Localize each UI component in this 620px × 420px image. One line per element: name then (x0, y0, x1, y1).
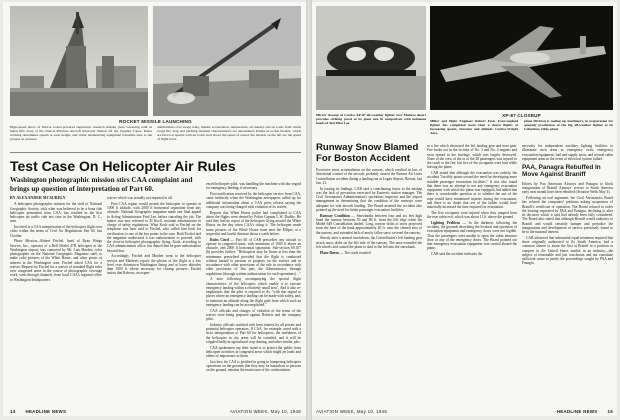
photo-caption-head: ROCKET MISSILE LAUNCHING (119, 119, 192, 124)
col2-paragraph: waiver which was actually not required at all. (107, 196, 173, 200)
rc3-paragraph: CAB advanced that substantial equal treatment required that those originally authorized to fly South America, had a common chance to attain the first at Braniff in a position to compete in the United States market in an industry—the subject of reasonable and just conclusion and not constitute sufficient cause to justify the proceedings sought by PAA and Panagra. (522, 235, 613, 266)
right-footer-magazine: AVIATION WEEK, May 10, 1948 (316, 409, 388, 414)
rocket-launch-photo-2 (153, 6, 301, 116)
rc2-paragraph: CAB said the accident indicates the (431, 252, 483, 256)
xp87-photo-closeup (316, 6, 426, 110)
article-headline-runway: Runway Snow Blamed For Boston Accident (316, 142, 419, 164)
article-column-3-text: enced helicopter pilot, was handling the machine with due regard for emergency landing, if necessary. First notification received by the helicopter service from CAA, came indirectly when the Washington newspapers called up for additional information about a CAA press release saying the company was being charged with violation of its waiver. Reports that White House police had complained to CAA about the flights were denied by Police Captain L.W. Dudley. He said they had no report of the helicopter flying around the White House on the day when CAA's citing it. The helicopter made some pictures of the White House from near the Ellipse, at a respectful and lawful distance about a week before. Rules Cited — Part 60 of CAR prescribes any aircraft to operate in congested areas, with minimum of 1000 ft above an obstacle, and 2000 ft horizontal separation. Sub-section 60.107 (b) provides further: "Helicopters may be flown at less than the minimums prescribed provided that the flight is conducted without hazard to persons or property on the surface and in accordance with other provisions of the rule in accordance with other provisions of this part, the Administrator, through regulations (through written authorization for such operations) ..." A note following accompanying the special flight characteristics of the helicopter, which enable it to execute emergency landing within a relatively small area". And it also re-emphasizes that the pilot is required to fly "with due regard to places where an emergency landing can be made with safety, and, to maintain an altitude along the flight path from which such an emergency landing can be accomplished." CAA officials and charges of violation of the terms of the waiver were being prepared against Roberts and the company pilot. Industry officials watched with keen interest by all private and potential helicopter operators. If CAA, for example, acted with a strict interpretation of Part 60 for helicopters, the usefulness of the helicopter in city areas will be curtailed, and it will be crippled badly in agricultural crop dusting, and other similar jobs. CAA spokesmen say their stand is to protect the public from helicopter activities in congested areas which might jet loads and others of importance to them. Just how far CAA is justified in going in hampering helicopter operations on the grounds that they may be hazardous to persons on the ground, remains the main issue of the confrontation. (206, 182, 301, 373)
right-footer (316, 409, 613, 414)
col3-paragraph: First notification received by the helicopter service from CAA, came indirectly when the Washington newspapers called up for additional information about a CAA press release saying the company was being charged with violation of its waiver. (206, 192, 301, 209)
subhead-text: Part 60 of CAR prescribes any aircraft to operate in congested areas, with minimum of 1000 ft above an obstacle, and 2000 ft horizontal separation. Sub-section 60.107 (b) provides further: "Helicopters may be flown at less than the minimums prescribed provided that the flight is conducted without hazard to persons or property on the surface and in accordance with other provisions of the rule in accordance with other provisions of this part, the Administrator, through regulations (through written authorization for such operations) ..." (206, 237, 301, 276)
col1-paragraph: Photo Mission—Robert Fischel, head of Ryan Wings Service, Inc., operator of a Bell Model 47B helicopter at the Washington airport, was contacted by Mr. Luis Marden, color photographer on the National Geographic Magazine staff, to make color pictures of the White House, and other points of interest in the Washington area. Fischel asked CAA for a waiver. Request by Fischel for a waiver of standard flight rules over congested areas in the course of photographic coverage work, went through channels, from local CAA's regional office to Washington headquarters. (10, 239, 102, 282)
xp87-right-caption: Miller and flight Engineer Robert Fesk. Four-engined fighter has completed more than a dozen flights at increasing speeds, Inventor and altitude. Curtiss-Wright Aero- (430, 119, 518, 136)
left-footer-magazine: AVIATION WEEK, May 10, 1948 (229, 409, 301, 414)
rc1-paragraph: In issuing its findings, CAB said a contributing factor to the mishap was the lack of precaution exercised by Eastern's station manager. The Civil Aeronautics Administration's operations inspector and the airport management in determining that the condition of the runways were adequate for safe aircraft landing. The Board asserted the accident also pointed up the need for better passenger evacuation facilities. (316, 186, 422, 212)
rc2-paragraph: The five occupants were injured when they jumped from the rear cabin exit, which was about 11 ft. above the ground. (427, 210, 517, 219)
col3-paragraph: Just how far CAA is justified in going in hampering helicopter operations on the grounds that they may be hazardous to persons on the ground, remains the main issue of the confrontation. (206, 359, 301, 373)
section-rule (10, 152, 301, 153)
xp87-closeup-image (316, 6, 426, 110)
xp87-left-caption: Mirror closeup of Curtiss XP-87 all-weather fighter over Mohave desert provides striking proof of its giant size in comparison with helmeted heads of Test Pilot Lee (316, 113, 426, 126)
photo-caption-left: High-speed photo of NACA rocket-powered supersonic research missile (note sweeping radii as metal lifts away at the NACA Pilotless Aircraft Research Station off the Virginia Capes. Radar tracking determines speeds at each height, and while telemetering equipment transmits data to the ground on pressure (10, 125, 152, 142)
rc3-paragraph: necessity for independent auxiliary lighting facilities to illuminate such areas as emergency exits, emergency evacuation equipment, fuel and supply areas, and several cabin equipment areas in the event of electrical system failure. (522, 144, 613, 161)
right-page (312, 2, 617, 416)
article-headline-panagra: PAA, Panagra Rebuffed In Move Against Braniff (522, 164, 601, 179)
right-column-3 (522, 144, 613, 402)
rc2-paragraph: in a fire which destroyed the left landing gear and nose gear. Fire broke out in the vicinity of No. 3 and No. 4 engines and soon spread to the fuselage, which was largely destroyed. None of the crew of the or of the 20 passengers was injured in the crash or the fire, but five of the occupants were hurt while leaving the plane. (427, 144, 517, 170)
col3-paragraph: A note following accompanying the special flight characteristics of the helicopter, which enable it to execute emergency landing within a relatively small area". And it also re-emphasizes that the pilot is required to fly "with due regard to places where an emergency landing can be made with safety, and, to maintain an altitude along the flight path from which such an emergency landing can be accomplished." (206, 277, 301, 307)
xp87-flight-image (430, 6, 613, 110)
rocket-photo-2-image (153, 6, 301, 116)
right-column-1: Excessive snow accumulation on the runway, which resulted in loss of directional control of the aircraft, probably caused the Eastern Air Lines Constellation accident during a landing run at Logan Airport, Boston, last Jan. 21. In issuing its findings, CAB said a contributing factor to the mishap was the lack of precaution exercised by Eastern's station manager. The Civil Aeronautics Administration's operations inspector and the airport management in determining that the condition of the runways were adequate for safe aircraft landing. The Board asserted the accident also pointed up the need for better passenger evacuation facilities. Runway Condition — Snowbanks between four and six feet high lined the runway between 50 and 80 ft. from the left edge when the Model 649 Constellation landed. Long, narrow drifts of snow projected from the base of the bank approximately 20 ft. onto the cleared area of the runway, and extended inch of newly fallen snow covered the runway. Shortly after a normal touchdown, the Constellation's left landing gear struck snow drifts on the left side of the runway. The nose extended the left wheels and caused the plane to skid to the left into the snowbank. Plane Burns — The crash resulted (316, 168, 422, 255)
rc1-paragraph: Excessive snow accumulation on the runway, which resulted in loss of directional control of the aircraft, probably caused the Eastern Air Lines Constellation accident during a landing run at Logan Airport, Boston, last Jan. 21. (316, 168, 422, 185)
subhead-runway-condition: Runway Condition (320, 213, 350, 218)
right-column-2: in a fire which destroyed the left landing gear and nose gear. Fire broke out in the vicinity of No. 3 and No. 4 engines and soon spread to the fuselage, which was largely destroyed. None of the crew of the or of the 20 passengers was injured in the crash or the fire, but five of the occupants were hurt while leaving the plane. CAB stated that although the evacuation was orderly, the accident "forcibly points toward the need for developing more suitable passenger evacuation facilities." It was also found that there was no attempt to use any emergency evacuation equipment with which the plane was equipped, but added that there is considerable question as to whether the use of the rope would have minimized injuries during the evacuation, and there is no doubt that use of the ladder would have materially increased the time required for evacuation. The five occupants were injured when they jumped from the rear cabin exit, which was about 11 ft. above the ground. Lighting Problem — In the darkness following the accident, the grounds describing the location and operation of evacuation equipment and emergency doors were not legible. Thus the passengers were unable to open the cabin entrance door or any of the emergency doors. The Board pointed out that emergency evacuation equipment was carried aboard the plane. CAB said the accident indicates the (427, 144, 517, 256)
xp87-caption-head: XP-87 CLOSEUP (502, 113, 541, 118)
col1-paragraph: A helicopter photographic mission for the staff of National Geographic Society, with what was believed to be a bona fide helicopter permanent from CAA, has resulted in the first helicopter air traffic rule test case in the Washington, D. C., area. (10, 202, 102, 224)
col2-paragraph: First CAA region would permit the helicopter to operate at 1000 ft altitude, with 2000 ft horizontal separation from any obstacle. National Geographic magazine made one final appeal to Acting Administrator Fred Lee, before canceling the job. The matter was now referred to Al Koch, assistant administrator in charge of safety regulations. What Koch said to Fischel on the telephone was later said to Fischel, who called him back for verification, is one of the key points in the case. Both Fischel and the magazine understood it was authorization to proceed, with the close-in helicopter photographic flying. Koch, according to CAA administration office, has denied that he gave authorization beyond that. (107, 201, 201, 253)
left-page (3, 2, 306, 416)
article-column-1 (10, 196, 102, 402)
article-column-2 (107, 196, 201, 402)
col3-paragraph: Industry officials watched with keen interest by all private and potential helicopter operators. If CAA, for example, acted with a strict interpretation of Part 60 for helicopters, the usefulness of the helicopter in city areas will be curtailed, and it will be crippled badly in agricultural crop dusting, and other similar jobs. (206, 322, 301, 344)
rocket-launch-photo-1 (10, 6, 148, 116)
subhead-plane-burns: Plane Burns (320, 250, 339, 255)
rocket-photo-1-image (10, 6, 148, 116)
col3-paragraph: Reports that White House police had complained to CAA about the flights were denied by Police Captain L.W. Dudley. He said they had no report of the helicopter flying around the White House on the day when CAA's citing it. The helicopter made some pictures of the White House from near the Ellipse, at a respectful and lawful distance about a week before. (206, 210, 301, 236)
rc1-paragraph: Shortly after a normal touchdown, the Constellation's left landing gear struck snow drifts on the left side of the runway. The nose extended the left wheels and caused the plane to skid to the left into the snowbank. (316, 236, 422, 249)
subhead-text: Snowbanks between four and six feet high lined the runway between 50 and 80 ft. from the left edge when the Model 649 Constellation landed. Long, narrow drifts of snow projected from the base of the bank approximately 20 ft. onto the cleared area of the runway, and extended inch of newly fallen snow covered the runway. (316, 213, 422, 235)
col3-paragraph: enced helicopter pilot, was handling the machine with due regard for emergency landing, if necessary. (206, 182, 301, 191)
rc3-paragraph: Efforts by Pan American Airways and Panagra to block inauguration of Braniff Airways' service to South America early next month have been rebuffed (Aviation Week May 3). (522, 181, 613, 195)
right-page-number: 15 (607, 409, 613, 414)
left-page-number: 14 (10, 409, 16, 414)
rc3-paragraph: Following an oral argument, the Civil Aeronautics Board has refused the companies' petitions asking suspension of Braniff's certificate of operation. The Board refused to order the hearing requested by PAA and Panagra, declining to alter its decision which it said had already been fully considered. The Board also stated that although Braniff would authority to Braniff and would certainly hamper and prejudice the inauguration and development of service previously found to be in the national interest. (522, 196, 613, 235)
col3-paragraph: CAA spokesmen say their stand is to protect the public from helicopter activities in congested areas which might jet loads and others of importance to them. (206, 345, 301, 358)
byline: BY ALEXANDER MCSURELY (10, 196, 66, 200)
subhead-lighting-problem: Lighting Problem (431, 220, 460, 225)
left-footer (10, 409, 301, 414)
left-footer-section: HEADLINE NEWS (25, 409, 67, 414)
article-headline-helicopter: Test Case On Helicopter Air Rules (10, 158, 236, 174)
col2-paragraph: Accordingly, Fischel and Marden went to the helicopter service and Marden's report: the photos of the flight at a low level over downtown Washington lining and at lower altitudes than 1000 ft. where necessary for closeup pictures. Fischel insists that Roberts, an experi- (107, 254, 201, 276)
subhead-rules-cited: Rules Cited (210, 237, 229, 242)
subhead-text: In the darkness following the accident, the grounds describing the location and operation of evacuation equipment and emergency doors were not legible. Thus the passengers were unable to open the cabin entrance door or any of the emergency doors. The Board pointed out that emergency evacuation equipment was carried aboard the plane. (427, 220, 517, 251)
col3-paragraph: CAA officials and charges of violation of the terms of the waiver were being prepared against Roberts and the company pilot. (206, 308, 301, 321)
xp87-right-caption-2: plane Division is tooling up machinery, in preparation for quantity production of the big all-weather fighter at its Columbus, Ohio, plant. (524, 119, 613, 132)
xp87-photo-flight (430, 6, 613, 110)
rc2-paragraph: CAB stated that although the evacuation was orderly, the accident "forcibly points toward the need for developing more suitable passenger evacuation facilities." It was also found that there was no attempt to use any emergency evacuation equipment with which the plane was equipped, but added that there is considerable question as to whether the use of the rope would have minimized injuries during the evacuation, and there is no doubt that use of the ladder would have materially increased the time required for evacuation. (427, 171, 517, 209)
photo-caption-right: distributions over swept wing, missile acceleration, temperature, air density and air loads from which swept lift, drag and pitching moment characteristics are determined. Unlike in rocket models, which are flown at speeds with air loads well above the speed of sound, the models on the left are the speed of flight level. (157, 125, 301, 142)
col1-paragraph: Involved is a CAA interpretation of the helicopter flight over cities within the terms of Civil Air Regulations Part 60, last October. (10, 225, 102, 238)
subhead-text: The crash resulted (344, 250, 371, 255)
article-deck-helicopter: Washington photographic mission stirs CAA complaint and brings up question of interpretation of Part 60. (10, 176, 193, 193)
right-footer-section: HEADLINE NEWS (556, 409, 598, 414)
